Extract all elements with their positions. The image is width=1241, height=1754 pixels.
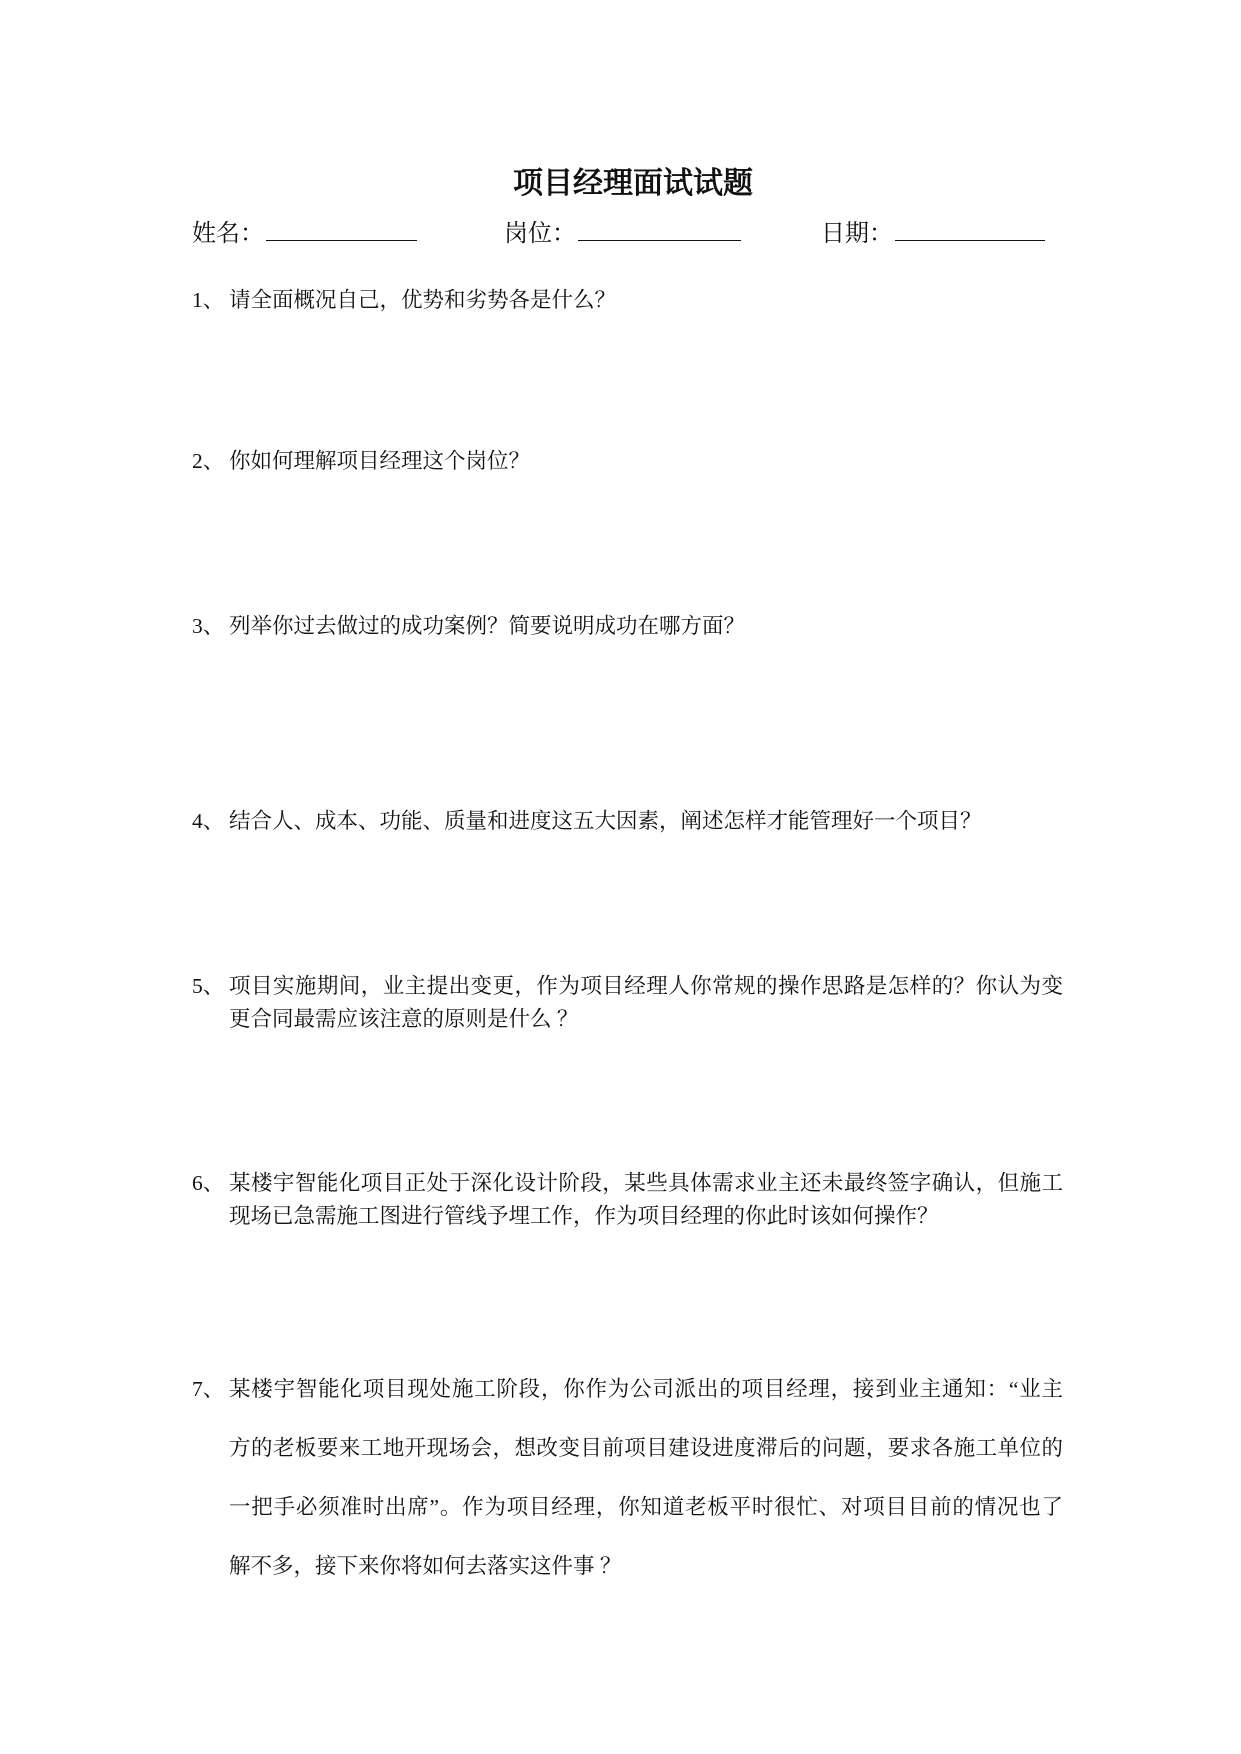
question-number: 4、 [192,809,225,833]
question-3 [192,610,1072,643]
question-number: 2、 [192,449,225,473]
question-text [229,610,1063,643]
question-line: 你如何理解项目经理这个岗位？ [229,449,531,473]
question-line: 请全面概况自己，优势和劣势各是什么？ [229,288,617,312]
question-line: 列举你过去做过的成功案例？简要说明成功在哪方面？ [229,614,746,638]
question-line: 结合人、成本、功能、质量和进度这五大因素，阐述怎样才能管理好一个项目？ [229,809,982,833]
question-line: 方的老板要来工地开现场会，想改变目前项目建设进度滞后的问题，要求各施工单位的 [229,1436,1063,1460]
question-text [229,445,1063,478]
name-label: 姓名： [192,221,264,247]
question-number: 5、 [192,974,225,998]
question-number: 7、 [192,1377,225,1401]
question-line: 一把手必须准时出席”。作为项目经理，你知道老板平时很忙、对项目目前的情况也了 [229,1495,1063,1519]
question-line: 项目实施期间，业主提出变更，作为项目经理人你常规的操作思路是怎样的？你认为变 [229,974,1063,998]
question-number: 1、 [192,288,225,312]
date-blank-line [895,240,1045,241]
date-label: 日期： [821,221,893,247]
question-number: 6、 [192,1171,225,1195]
question-line: 某楼宇智能化项目现处施工阶段，你作为公司派出的项目经理，接到业主通知：“业主 [229,1377,1063,1401]
question-5 [192,970,1072,1036]
question-text [229,970,1063,1036]
question-4 [192,805,1072,838]
question-line: 某楼宇智能化项目正处于深化设计阶段，某些具体需求业主还未最终签字确认，但施工 [229,1171,1063,1195]
question-line: 解不多，接下来你将如何去落实这件事 ？ [229,1554,622,1578]
name-blank-line [266,240,417,241]
question-1 [192,284,1072,317]
position-field [504,218,741,250]
question-7 [192,1360,1072,1596]
question-text [229,284,1063,317]
date-field [821,218,1045,250]
document-title: 项目经理面试试题 [513,167,753,200]
position-blank-line [578,240,741,241]
question-text [229,1360,1063,1596]
position-label: 岗位： [504,221,576,247]
name-field [192,218,417,250]
question-line: 现场已急需施工图进行管线予埋工作，作为项目经理的你此时该如何操作？ [229,1204,939,1228]
question-line: 更合同最需应该注意的原则是什么 ？ [229,1007,579,1031]
question-text [229,805,1063,838]
question-2 [192,445,1072,478]
question-number: 3、 [192,614,225,638]
question-6 [192,1167,1072,1233]
question-text [229,1167,1063,1233]
